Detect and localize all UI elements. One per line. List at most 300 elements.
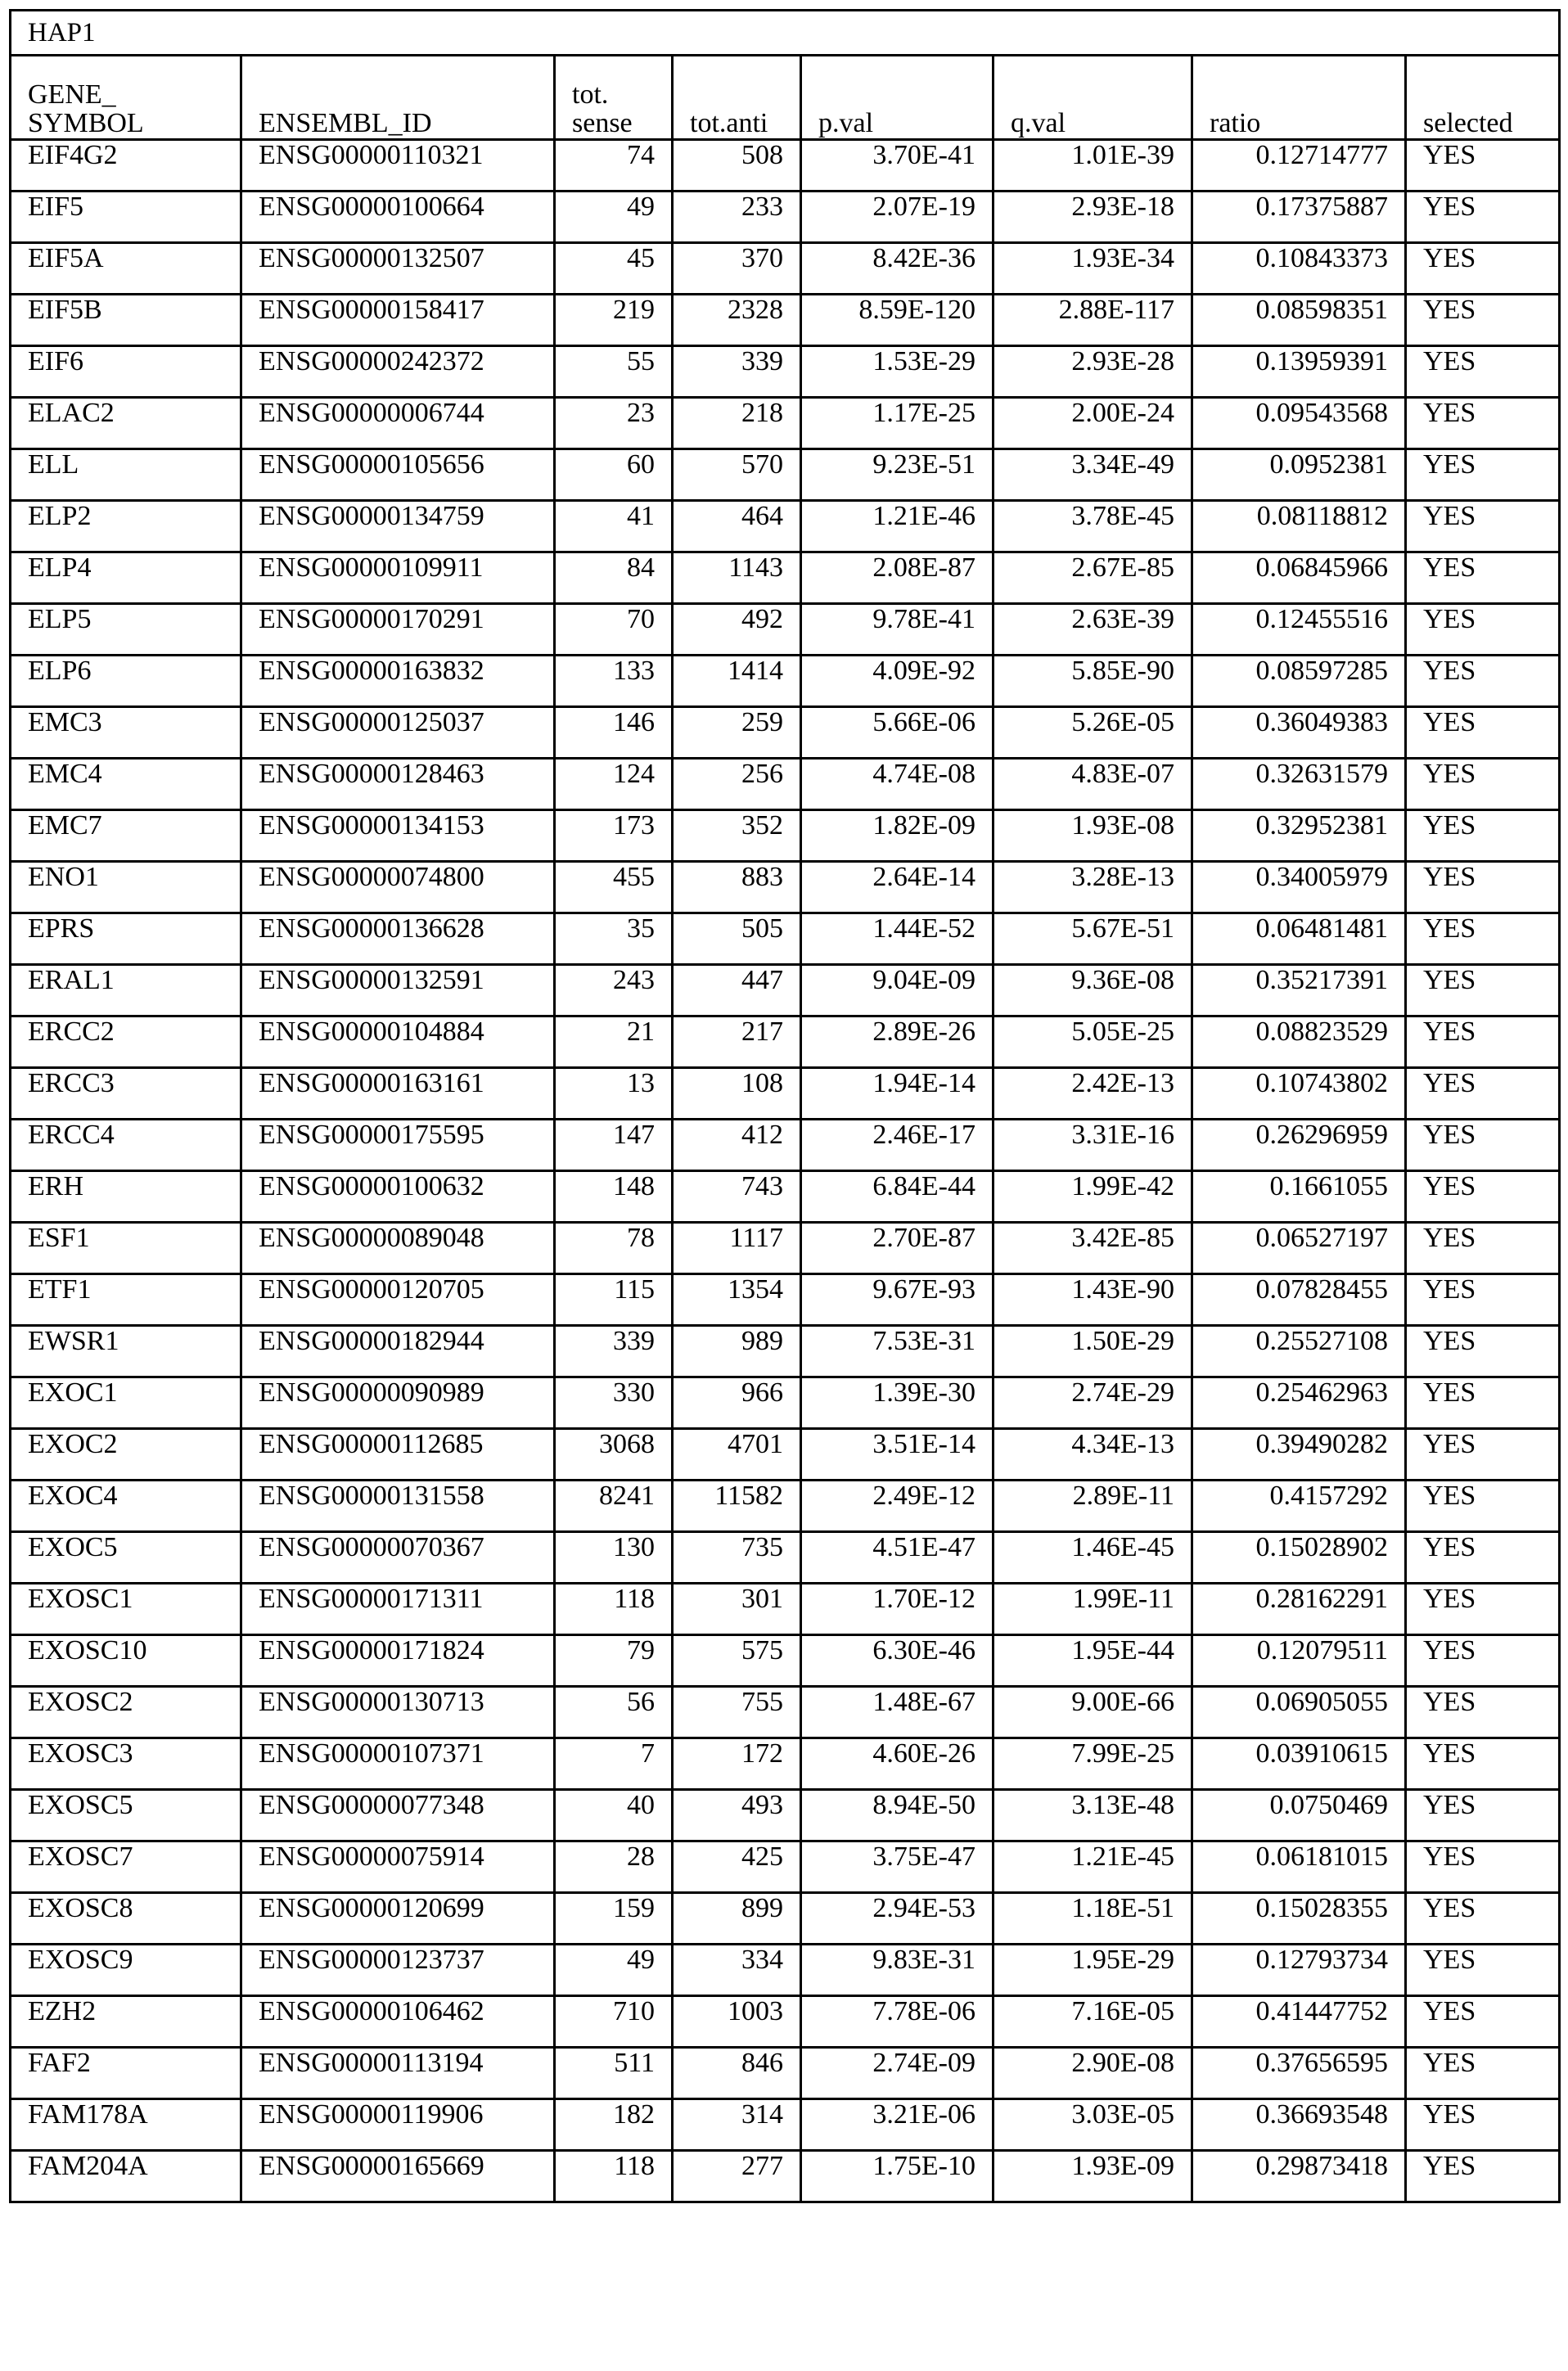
cell-tot-anti: 334 — [673, 1945, 801, 1996]
cell-p-val: 2.46E-17 — [801, 1120, 994, 1171]
cell-gene-symbol: ERAL1 — [11, 965, 241, 1016]
cell-ensembl-id: ENSG00000165669 — [241, 2151, 555, 2202]
cell-tot-anti: 314 — [673, 2099, 801, 2151]
cell-p-val: 9.83E-31 — [801, 1945, 994, 1996]
table-row — [11, 759, 1560, 810]
cell-p-val: 1.39E-30 — [801, 1377, 994, 1429]
cell-gene-symbol: EXOSC1 — [11, 1584, 241, 1635]
cell-selected: YES — [1406, 1687, 1560, 1738]
table-row — [11, 552, 1560, 604]
cell-q-val: 1.93E-34 — [994, 243, 1192, 295]
cell-gene-symbol: EIF5B — [11, 295, 241, 346]
cell-p-val: 2.70E-87 — [801, 1223, 994, 1274]
table-title: HAP1 — [11, 11, 1560, 56]
cell-p-val: 2.08E-87 — [801, 552, 994, 604]
cell-tot-anti: 218 — [673, 398, 801, 449]
cell-selected: YES — [1406, 552, 1560, 604]
cell-ratio: 0.25462963 — [1192, 1377, 1406, 1429]
table-row — [11, 1738, 1560, 1790]
cell-ensembl-id: ENSG00000006744 — [241, 398, 555, 449]
cell-p-val: 5.66E-06 — [801, 707, 994, 759]
cell-gene-symbol: EMC3 — [11, 707, 241, 759]
column-header-line2: sense — [572, 108, 633, 139]
cell-ensembl-id: ENSG00000089048 — [241, 1223, 555, 1274]
cell-selected: YES — [1406, 604, 1560, 656]
cell-ensembl-id: ENSG00000107371 — [241, 1738, 555, 1790]
cell-gene-symbol: EMC4 — [11, 759, 241, 810]
cell-tot-sense: 182 — [555, 2099, 673, 2151]
table-row — [11, 1635, 1560, 1687]
cell-ratio: 0.4157292 — [1192, 1481, 1406, 1532]
cell-ensembl-id: ENSG00000100664 — [241, 192, 555, 243]
cell-tot-sense: 3068 — [555, 1429, 673, 1481]
gene-table — [9, 9, 1561, 2203]
cell-tot-sense: 124 — [555, 759, 673, 810]
cell-q-val: 7.16E-05 — [994, 1996, 1192, 2048]
cell-ensembl-id: ENSG00000120699 — [241, 1893, 555, 1945]
cell-q-val: 2.00E-24 — [994, 398, 1192, 449]
cell-selected: YES — [1406, 1945, 1560, 1996]
table-row — [11, 2151, 1560, 2202]
table-row — [11, 2048, 1560, 2099]
cell-gene-symbol: ELP5 — [11, 604, 241, 656]
cell-gene-symbol: EIF5 — [11, 192, 241, 243]
cell-tot-anti: 966 — [673, 1377, 801, 1429]
cell-ratio: 0.0952381 — [1192, 449, 1406, 501]
cell-q-val: 4.34E-13 — [994, 1429, 1192, 1481]
cell-ensembl-id: ENSG00000128463 — [241, 759, 555, 810]
cell-ensembl-id: ENSG00000171824 — [241, 1635, 555, 1687]
cell-ensembl-id: ENSG00000109911 — [241, 552, 555, 604]
cell-selected: YES — [1406, 1790, 1560, 1841]
cell-q-val: 3.13E-48 — [994, 1790, 1192, 1841]
cell-tot-anti: 1354 — [673, 1274, 801, 1326]
cell-selected: YES — [1406, 2151, 1560, 2202]
cell-tot-sense: 159 — [555, 1893, 673, 1945]
cell-ratio: 0.03910615 — [1192, 1738, 1406, 1790]
cell-gene-symbol: EIF6 — [11, 346, 241, 398]
cell-tot-anti: 1003 — [673, 1996, 801, 2048]
table-row — [11, 1584, 1560, 1635]
column-header-ensembl-id — [241, 56, 555, 140]
cell-ratio: 0.25527108 — [1192, 1326, 1406, 1377]
cell-q-val: 2.93E-28 — [994, 346, 1192, 398]
cell-q-val: 3.28E-13 — [994, 862, 1192, 913]
cell-tot-sense: 147 — [555, 1120, 673, 1171]
cell-tot-sense: 13 — [555, 1068, 673, 1120]
table-row — [11, 192, 1560, 243]
cell-gene-symbol: ESF1 — [11, 1223, 241, 1274]
cell-tot-anti: 412 — [673, 1120, 801, 1171]
cell-gene-symbol: EXOC1 — [11, 1377, 241, 1429]
table-row — [11, 1377, 1560, 1429]
cell-tot-sense: 710 — [555, 1996, 673, 2048]
table-row — [11, 140, 1560, 192]
cell-gene-symbol: EXOSC7 — [11, 1841, 241, 1893]
cell-p-val: 2.49E-12 — [801, 1481, 994, 1532]
cell-gene-symbol: EXOSC10 — [11, 1635, 241, 1687]
column-header-gene-symbol — [11, 56, 241, 140]
cell-ratio: 0.29873418 — [1192, 2151, 1406, 2202]
cell-ensembl-id: ENSG00000106462 — [241, 1996, 555, 2048]
cell-gene-symbol: EWSR1 — [11, 1326, 241, 1377]
column-header-line2: selected — [1423, 108, 1513, 139]
cell-tot-sense: 243 — [555, 965, 673, 1016]
cell-gene-symbol: ELL — [11, 449, 241, 501]
table-row — [11, 1687, 1560, 1738]
cell-ratio: 0.08823529 — [1192, 1016, 1406, 1068]
cell-ensembl-id: ENSG00000132591 — [241, 965, 555, 1016]
cell-tot-sense: 84 — [555, 552, 673, 604]
table-row — [11, 2099, 1560, 2151]
cell-p-val: 4.60E-26 — [801, 1738, 994, 1790]
cell-tot-sense: 49 — [555, 192, 673, 243]
cell-ratio: 0.10743802 — [1192, 1068, 1406, 1120]
cell-ratio: 0.06181015 — [1192, 1841, 1406, 1893]
table-row — [11, 501, 1560, 552]
cell-ensembl-id: ENSG00000134153 — [241, 810, 555, 862]
table-row — [11, 707, 1560, 759]
cell-selected: YES — [1406, 140, 1560, 192]
cell-q-val: 2.67E-85 — [994, 552, 1192, 604]
cell-selected: YES — [1406, 759, 1560, 810]
cell-tot-sense: 115 — [555, 1274, 673, 1326]
column-header-tot-sense — [555, 56, 673, 140]
table-row — [11, 1120, 1560, 1171]
table-row — [11, 604, 1560, 656]
cell-q-val: 1.46E-45 — [994, 1532, 1192, 1584]
cell-tot-sense: 23 — [555, 398, 673, 449]
cell-ensembl-id: ENSG00000242372 — [241, 346, 555, 398]
cell-p-val: 9.04E-09 — [801, 965, 994, 1016]
cell-tot-sense: 45 — [555, 243, 673, 295]
cell-selected: YES — [1406, 1532, 1560, 1584]
cell-selected: YES — [1406, 1223, 1560, 1274]
cell-p-val: 7.78E-06 — [801, 1996, 994, 2048]
cell-tot-anti: 108 — [673, 1068, 801, 1120]
cell-ratio: 0.26296959 — [1192, 1120, 1406, 1171]
cell-p-val: 1.75E-10 — [801, 2151, 994, 2202]
cell-tot-anti: 217 — [673, 1016, 801, 1068]
table-row — [11, 1223, 1560, 1274]
cell-q-val: 2.42E-13 — [994, 1068, 1192, 1120]
column-header-q-val — [994, 56, 1192, 140]
cell-ratio: 0.12079511 — [1192, 1635, 1406, 1687]
cell-q-val: 3.42E-85 — [994, 1223, 1192, 1274]
cell-tot-sense: 40 — [555, 1790, 673, 1841]
cell-ensembl-id: ENSG00000134759 — [241, 501, 555, 552]
cell-p-val: 3.70E-41 — [801, 140, 994, 192]
table-row — [11, 1016, 1560, 1068]
cell-ensembl-id: ENSG00000158417 — [241, 295, 555, 346]
cell-p-val: 1.53E-29 — [801, 346, 994, 398]
cell-ratio: 0.08598351 — [1192, 295, 1406, 346]
cell-tot-anti: 1414 — [673, 656, 801, 707]
cell-ensembl-id: ENSG00000119906 — [241, 2099, 555, 2151]
cell-ratio: 0.36693548 — [1192, 2099, 1406, 2151]
cell-tot-sense: 55 — [555, 346, 673, 398]
cell-gene-symbol: ELP2 — [11, 501, 241, 552]
cell-q-val: 9.36E-08 — [994, 965, 1192, 1016]
cell-ratio: 0.06845966 — [1192, 552, 1406, 604]
cell-q-val: 2.93E-18 — [994, 192, 1192, 243]
table-row — [11, 398, 1560, 449]
cell-tot-anti: 425 — [673, 1841, 801, 1893]
cell-selected: YES — [1406, 707, 1560, 759]
cell-p-val: 3.21E-06 — [801, 2099, 994, 2151]
table-row — [11, 1326, 1560, 1377]
cell-selected: YES — [1406, 295, 1560, 346]
cell-selected: YES — [1406, 1481, 1560, 1532]
cell-gene-symbol: FAM178A — [11, 2099, 241, 2151]
cell-selected: YES — [1406, 810, 1560, 862]
cell-p-val: 7.53E-31 — [801, 1326, 994, 1377]
column-header-line1: GENE_ — [28, 79, 116, 110]
cell-ensembl-id: ENSG00000132507 — [241, 243, 555, 295]
table-row — [11, 1274, 1560, 1326]
cell-tot-sense: 70 — [555, 604, 673, 656]
cell-q-val: 4.83E-07 — [994, 759, 1192, 810]
cell-tot-sense: 118 — [555, 2151, 673, 2202]
cell-gene-symbol: EXOSC3 — [11, 1738, 241, 1790]
cell-selected: YES — [1406, 1120, 1560, 1171]
cell-ratio: 0.15028902 — [1192, 1532, 1406, 1584]
cell-tot-sense: 35 — [555, 913, 673, 965]
cell-p-val: 2.64E-14 — [801, 862, 994, 913]
cell-gene-symbol: EMC7 — [11, 810, 241, 862]
cell-ensembl-id: ENSG00000182944 — [241, 1326, 555, 1377]
cell-gene-symbol: EXOSC8 — [11, 1893, 241, 1945]
cell-ratio: 0.28162291 — [1192, 1584, 1406, 1635]
table-row — [11, 243, 1560, 295]
cell-p-val: 1.17E-25 — [801, 398, 994, 449]
cell-q-val: 3.34E-49 — [994, 449, 1192, 501]
cell-q-val: 2.90E-08 — [994, 2048, 1192, 2099]
cell-ensembl-id: ENSG00000070367 — [241, 1532, 555, 1584]
cell-selected: YES — [1406, 192, 1560, 243]
cell-p-val: 9.78E-41 — [801, 604, 994, 656]
cell-p-val: 1.70E-12 — [801, 1584, 994, 1635]
cell-tot-anti: 339 — [673, 346, 801, 398]
cell-tot-anti: 755 — [673, 1687, 801, 1738]
cell-ratio: 0.34005979 — [1192, 862, 1406, 913]
cell-p-val: 1.82E-09 — [801, 810, 994, 862]
cell-selected: YES — [1406, 862, 1560, 913]
cell-p-val: 9.23E-51 — [801, 449, 994, 501]
cell-selected: YES — [1406, 1171, 1560, 1223]
cell-gene-symbol: ERCC4 — [11, 1120, 241, 1171]
cell-selected: YES — [1406, 501, 1560, 552]
column-header-line2: tot.anti — [690, 108, 768, 139]
cell-tot-sense: 339 — [555, 1326, 673, 1377]
table-row — [11, 1532, 1560, 1584]
column-header-ratio — [1192, 56, 1406, 140]
cell-tot-anti: 575 — [673, 1635, 801, 1687]
column-header-line2: p.val — [818, 108, 874, 139]
cell-tot-sense: 118 — [555, 1584, 673, 1635]
column-header-line1 — [1210, 80, 1388, 110]
cell-q-val: 2.63E-39 — [994, 604, 1192, 656]
cell-gene-symbol: EXOSC5 — [11, 1790, 241, 1841]
cell-tot-anti: 370 — [673, 243, 801, 295]
cell-p-val: 1.48E-67 — [801, 1687, 994, 1738]
cell-q-val: 1.99E-42 — [994, 1171, 1192, 1223]
cell-tot-anti: 447 — [673, 965, 801, 1016]
cell-ratio: 0.06481481 — [1192, 913, 1406, 965]
cell-gene-symbol: ETF1 — [11, 1274, 241, 1326]
table-row — [11, 1841, 1560, 1893]
cell-ensembl-id: ENSG00000105656 — [241, 449, 555, 501]
cell-tot-sense: 330 — [555, 1377, 673, 1429]
cell-tot-anti: 352 — [673, 810, 801, 862]
cell-selected: YES — [1406, 449, 1560, 501]
cell-selected: YES — [1406, 1584, 1560, 1635]
cell-ensembl-id: ENSG00000075914 — [241, 1841, 555, 1893]
cell-selected: YES — [1406, 1068, 1560, 1120]
cell-ratio: 0.0750469 — [1192, 1790, 1406, 1841]
cell-gene-symbol: EIF4G2 — [11, 140, 241, 192]
cell-q-val: 5.67E-51 — [994, 913, 1192, 965]
cell-ensembl-id: ENSG00000074800 — [241, 862, 555, 913]
cell-selected: YES — [1406, 1377, 1560, 1429]
cell-ratio: 0.41447752 — [1192, 1996, 1406, 2048]
cell-ensembl-id: ENSG00000120705 — [241, 1274, 555, 1326]
cell-gene-symbol: ENO1 — [11, 862, 241, 913]
cell-ratio: 0.08597285 — [1192, 656, 1406, 707]
cell-q-val: 5.05E-25 — [994, 1016, 1192, 1068]
cell-tot-sense: 8241 — [555, 1481, 673, 1532]
cell-q-val: 2.89E-11 — [994, 1481, 1192, 1532]
cell-ratio: 0.13959391 — [1192, 346, 1406, 398]
cell-tot-anti: 2328 — [673, 295, 801, 346]
cell-ratio: 0.39490282 — [1192, 1429, 1406, 1481]
cell-ratio: 0.15028355 — [1192, 1893, 1406, 1945]
cell-tot-sense: 21 — [555, 1016, 673, 1068]
table-row — [11, 1429, 1560, 1481]
cell-ensembl-id: ENSG00000112685 — [241, 1429, 555, 1481]
cell-selected: YES — [1406, 1326, 1560, 1377]
column-header-line1: tot. — [572, 79, 609, 110]
cell-tot-sense: 49 — [555, 1945, 673, 1996]
cell-ratio: 0.08118812 — [1192, 501, 1406, 552]
cell-p-val: 2.89E-26 — [801, 1016, 994, 1068]
cell-tot-anti: 1117 — [673, 1223, 801, 1274]
column-header-line2: SYMBOL — [28, 108, 144, 139]
cell-gene-symbol: EXOSC2 — [11, 1687, 241, 1738]
cell-tot-sense: 146 — [555, 707, 673, 759]
column-header-line2: q.val — [1011, 108, 1066, 139]
cell-ensembl-id: ENSG00000170291 — [241, 604, 555, 656]
column-header-line1 — [818, 80, 975, 110]
cell-ensembl-id: ENSG00000163832 — [241, 656, 555, 707]
cell-q-val: 1.43E-90 — [994, 1274, 1192, 1326]
cell-ensembl-id: ENSG00000110321 — [241, 140, 555, 192]
cell-tot-anti: 301 — [673, 1584, 801, 1635]
cell-ratio: 0.37656595 — [1192, 2048, 1406, 2099]
column-header-line1 — [1423, 80, 1542, 110]
table-row — [11, 1996, 1560, 2048]
cell-tot-anti: 172 — [673, 1738, 801, 1790]
cell-tot-sense: 74 — [555, 140, 673, 192]
table-row — [11, 1481, 1560, 1532]
cell-tot-anti: 883 — [673, 862, 801, 913]
cell-q-val: 2.74E-29 — [994, 1377, 1192, 1429]
cell-p-val: 8.42E-36 — [801, 243, 994, 295]
cell-ratio: 0.12793734 — [1192, 1945, 1406, 1996]
cell-p-val: 2.74E-09 — [801, 2048, 994, 2099]
cell-tot-anti: 505 — [673, 913, 801, 965]
table-title-row — [11, 11, 1560, 56]
cell-p-val: 3.75E-47 — [801, 1841, 994, 1893]
cell-q-val: 1.99E-11 — [994, 1584, 1192, 1635]
cell-tot-anti: 259 — [673, 707, 801, 759]
cell-q-val: 5.85E-90 — [994, 656, 1192, 707]
cell-tot-sense: 7 — [555, 1738, 673, 1790]
cell-p-val: 1.44E-52 — [801, 913, 994, 965]
cell-p-val: 3.51E-14 — [801, 1429, 994, 1481]
cell-selected: YES — [1406, 243, 1560, 295]
cell-tot-anti: 899 — [673, 1893, 801, 1945]
cell-gene-symbol: FAF2 — [11, 2048, 241, 2099]
cell-tot-sense: 78 — [555, 1223, 673, 1274]
cell-tot-anti: 508 — [673, 140, 801, 192]
table-body — [11, 140, 1560, 2202]
cell-p-val: 4.09E-92 — [801, 656, 994, 707]
cell-tot-anti: 492 — [673, 604, 801, 656]
cell-ratio: 0.09543568 — [1192, 398, 1406, 449]
table-row — [11, 656, 1560, 707]
cell-gene-symbol: ERH — [11, 1171, 241, 1223]
cell-ratio: 0.1661055 — [1192, 1171, 1406, 1223]
cell-tot-sense: 130 — [555, 1532, 673, 1584]
cell-ratio: 0.07828455 — [1192, 1274, 1406, 1326]
cell-gene-symbol: EXOC5 — [11, 1532, 241, 1584]
cell-ensembl-id: ENSG00000125037 — [241, 707, 555, 759]
cell-selected: YES — [1406, 1893, 1560, 1945]
table-row — [11, 1790, 1560, 1841]
cell-q-val: 1.95E-44 — [994, 1635, 1192, 1687]
cell-gene-symbol: ELP4 — [11, 552, 241, 604]
cell-p-val: 4.51E-47 — [801, 1532, 994, 1584]
column-header-tot-anti — [673, 56, 801, 140]
cell-p-val: 8.94E-50 — [801, 1790, 994, 1841]
cell-p-val: 9.67E-93 — [801, 1274, 994, 1326]
cell-ensembl-id: ENSG00000100632 — [241, 1171, 555, 1223]
table-row — [11, 862, 1560, 913]
cell-ratio: 0.32631579 — [1192, 759, 1406, 810]
cell-tot-anti: 735 — [673, 1532, 801, 1584]
cell-gene-symbol: ERCC2 — [11, 1016, 241, 1068]
cell-ratio: 0.06905055 — [1192, 1687, 1406, 1738]
cell-p-val: 4.74E-08 — [801, 759, 994, 810]
cell-q-val: 2.88E-117 — [994, 295, 1192, 346]
cell-ratio: 0.35217391 — [1192, 965, 1406, 1016]
cell-q-val: 1.50E-29 — [994, 1326, 1192, 1377]
cell-p-val: 8.59E-120 — [801, 295, 994, 346]
cell-tot-anti: 256 — [673, 759, 801, 810]
column-header-p-val — [801, 56, 994, 140]
cell-p-val: 1.21E-46 — [801, 501, 994, 552]
cell-q-val: 5.26E-05 — [994, 707, 1192, 759]
cell-q-val: 3.03E-05 — [994, 2099, 1192, 2151]
cell-ensembl-id: ENSG00000113194 — [241, 2048, 555, 2099]
cell-p-val: 2.94E-53 — [801, 1893, 994, 1945]
column-header-line1 — [1011, 80, 1174, 110]
cell-tot-anti: 743 — [673, 1171, 801, 1223]
cell-tot-anti: 277 — [673, 2151, 801, 2202]
cell-q-val: 1.95E-29 — [994, 1945, 1192, 1996]
cell-gene-symbol: ELAC2 — [11, 398, 241, 449]
